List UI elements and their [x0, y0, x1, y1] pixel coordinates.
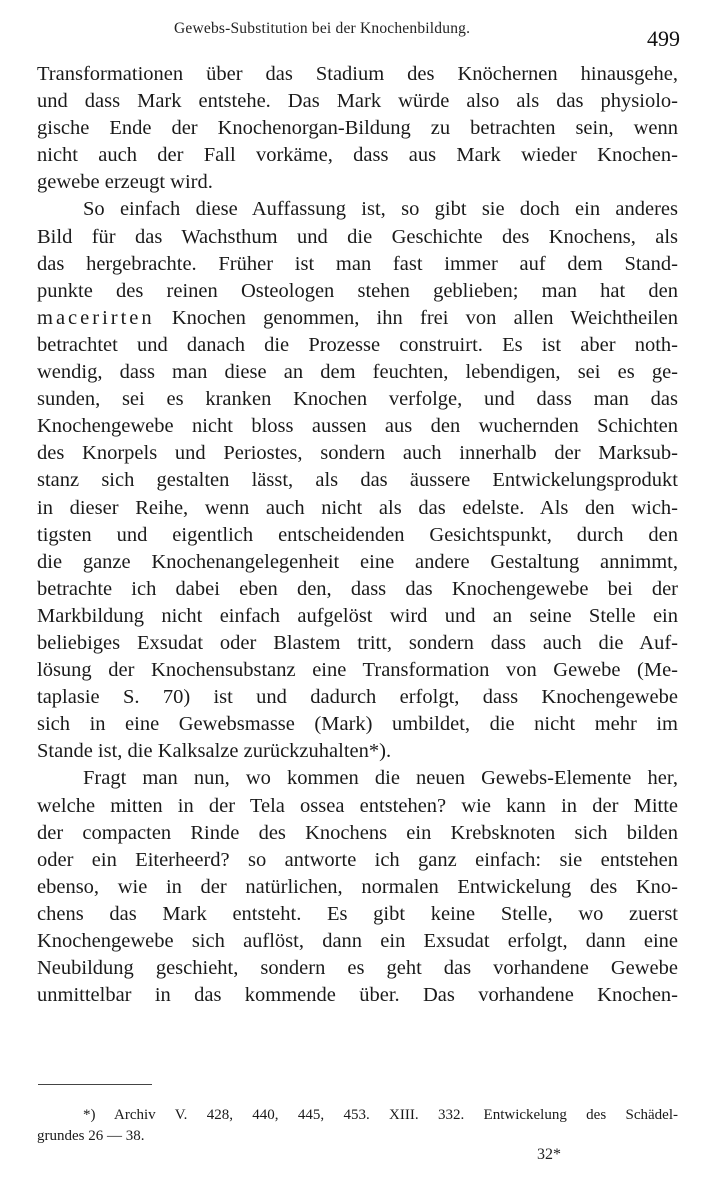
footnote [37, 1105, 678, 1147]
footnote-line: grundes 26 — 38. [37, 1128, 145, 1144]
text-line-rest: Knochen genommen, ihn frei von allen Weichtheilen [171, 306, 678, 329]
running-title: Gewebs-Substitution bei der Knochenbildung. [174, 20, 471, 37]
text-line: ebenso, wie in der natürlichen, normalen Entwickelung des Kno- [37, 875, 678, 898]
signature-mark: 32* [537, 1146, 561, 1163]
text-line: gewebe erzeugt wird. [37, 171, 213, 194]
text-line: beliebiges Exsudat oder Blastem tritt, sondern dass auch die Auf- [37, 631, 678, 654]
text-line: das hergebrachte. Früher ist man fast immer auf dem Stand- [37, 252, 678, 275]
spaced-word: macerirten [37, 306, 155, 329]
text-line: der compacten Rinde des Knochens ein Krebsknoten sich bilden [37, 821, 678, 844]
text-line-spaced [37, 305, 678, 332]
text-line: Knochengewebe nicht bloss aussen aus den wuchernden Schichten [37, 415, 678, 438]
footnote-divider [38, 1084, 152, 1085]
text-line: taplasie S. 70) ist und dadurch erfolgt, dass Knochengewebe [37, 686, 678, 709]
text-line: Bild für das Wachsthum und die Geschichte des Knochens, als [37, 225, 678, 248]
text-line: betrachte ich dabei eben den, dass das Knochengewebe bei der [37, 577, 678, 600]
text-line: nicht auch der Fall vorkäme, dass aus Mark wieder Knochen- [37, 144, 678, 167]
text-line: Stande ist, die Kalksalze zurückzuhalten*). [37, 740, 392, 763]
footnote-line: *) Archiv V. 428, 440, 445, 453. XIII. 332. Entwickelung des Schädel- [83, 1107, 678, 1123]
text-line: die ganze Knochenangelegenheit eine andere Gestaltung annimmt, [37, 550, 678, 573]
text-line: Fragt man nun, wo kommen die neuen Gewebs-Elemente her, [83, 767, 678, 790]
text-line: Neubildung geschieht, sondern es geht das vorhandene Gewebe [37, 957, 678, 980]
text-line: gische Ende der Knochenorgan-Bildung zu betrachten sein, wenn [37, 117, 678, 140]
text-line: Markbildung nicht einfach aufgelöst wird und an seine Stelle ein [37, 604, 678, 627]
text-line: betrachtet und danach die Prozesse construirt. Es ist aber noth- [37, 333, 678, 356]
text-line: sich in eine Gewebsmasse (Mark) umbildet, die nicht mehr im [37, 713, 678, 736]
page-header [37, 18, 680, 51]
text-line: tigsten und eigentlich entscheidenden Gesichtspunkt, durch den [37, 523, 678, 546]
text-line: stanz sich gestalten lässt, als das äussere Entwickelungsprodukt [37, 469, 678, 492]
text-line: welche mitten in der Tela ossea entstehen? wie kann in der Mitte [37, 794, 678, 817]
text-line: chens das Mark entsteht. Es gibt keine Stelle, wo zuerst [37, 902, 678, 925]
text-line: lösung der Knochensubstanz eine Transformation von Gewebe (Me- [37, 659, 678, 682]
text-line: in dieser Reihe, wenn auch nicht als das edelste. Als den wich- [37, 496, 678, 519]
text-line: und dass Mark entstehe. Das Mark würde also als das physiolo- [37, 90, 678, 113]
text-line: wendig, dass man diese an dem feuchten, lebendigen, sei es ge- [37, 361, 678, 384]
text-line: unmittelbar in das kommende über. Das vorhandene Knochen- [37, 984, 678, 1007]
text-line: oder ein Eiterheerd? so antworte ich ganz einfach: sie entstehen [37, 848, 678, 871]
body-text [37, 61, 678, 1009]
text-line: Knochengewebe sich auflöst, dann ein Exsudat erfolgt, dann eine [37, 930, 678, 952]
text-line: punkte des reinen Osteologen stehen geblieben; man hat den [37, 279, 678, 302]
page-number: 499 [647, 26, 680, 51]
text-line: Transformationen über das Stadium des Knöchernen hinausgehe, [37, 63, 678, 85]
text-line: sunden, sei es kranken Knochen verfolge, und dass man das [37, 388, 678, 411]
text-line: So einfach diese Auffassung ist, so gibt sie doch ein anderes [83, 198, 678, 221]
text-line: des Knorpels und Periostes, sondern auch innerhalb der Marksub- [37, 442, 678, 465]
